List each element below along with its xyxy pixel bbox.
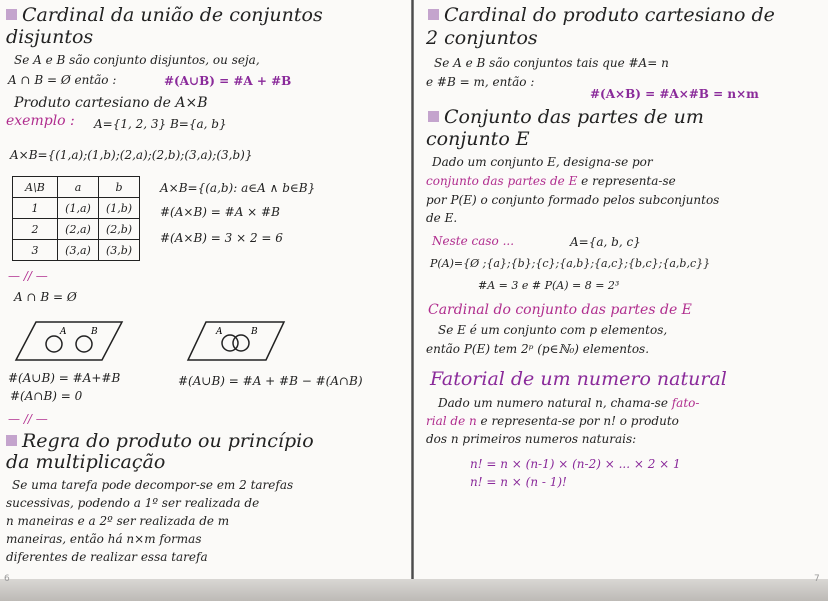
venn-set-b-circle — [233, 335, 249, 351]
case-set: A={a, b, c} — [570, 235, 641, 249]
axb-definition: A×B={(a,b): a∈A ∧ b∈B} — [160, 181, 316, 195]
heading-bullet-icon — [6, 9, 17, 20]
separator: — // — — [8, 412, 48, 426]
right-heading-line1: Cardinal do produto cartesiano de — [428, 6, 775, 25]
table-cell: (3,b) — [99, 240, 140, 261]
union-then-text: A ∩ B = Ø então : — [8, 73, 117, 87]
factorial-heading: Fatorial de um numero natural — [430, 368, 727, 390]
left-page-number: 6 — [4, 574, 10, 584]
right-heading-line2: 2 conjuntos — [426, 27, 538, 49]
axb-cardinal-formula: #(A×B) = #A × #B — [160, 205, 280, 219]
factorial-recursive-formula: n! = n × (n - 1)! — [470, 475, 567, 489]
venn-overlap-diagram — [186, 318, 286, 364]
union-condition-text: Se A e B são conjunto disjuntos, ou seja, — [14, 53, 260, 67]
table-cell: 3 — [13, 240, 58, 261]
table-cell: (1,b) — [99, 198, 140, 219]
parts-paragraph-line: conjunto das partes de E e representa-se — [426, 174, 676, 188]
factorial-paragraph-line: dos n primeiros numeros naturais: — [426, 432, 637, 446]
intersection-empty-text: A ∩ B = Ø — [14, 290, 77, 304]
venn-label-a: A — [216, 327, 223, 337]
separator: — // — — [8, 269, 48, 283]
table-cell: 2 — [13, 219, 58, 240]
multiplication-paragraph-line: n maneiras e a 2º ser realizada de m — [6, 514, 230, 528]
product-then-text: e #B = m, então : — [426, 75, 535, 89]
heading-bullet-icon — [6, 435, 17, 446]
table-row — [13, 198, 140, 219]
factorial-formula: n! = n × (n-1) × (n-2) × ... × 2 × 1 — [470, 457, 681, 471]
table-header-cell: b — [99, 177, 140, 198]
table-header-row — [13, 177, 140, 198]
product-formula: #(A×B) = #A×#B = n×m — [590, 87, 759, 101]
parts-cardinal-line: Se E é um conjunto com p elementos, — [438, 323, 668, 337]
left-heading-line2: disjuntos — [6, 26, 94, 48]
parts-cardinal-heading: Cardinal do conjunto das partes de E — [428, 302, 692, 318]
venn-label-b: B — [91, 327, 98, 337]
axb-enumeration: A×B={(1,a);(1,b);(2,a);(2,b);(3,a);(3,b)} — [10, 148, 253, 162]
multiplication-paragraph-line: maneiras, então há n×m formas — [6, 532, 202, 546]
factorial-paragraph-line: rial de n e representa-se por n! o produto — [426, 414, 679, 428]
heading-bullet-icon — [428, 9, 439, 20]
multiplication-heading-line1: Regra do produto ou princípio — [6, 432, 314, 451]
general-union-formula: #(A∪B) = #A + #B − #(A∩B) — [178, 374, 363, 388]
venn-label-a: A — [60, 327, 67, 337]
right-page-number: 7 — [814, 574, 820, 584]
table-row — [13, 240, 140, 261]
parts-cardinal-line: então P(E) tem 2ᵖ (p∈ℕ₀) elementos. — [426, 342, 650, 356]
table-cell: 1 — [13, 198, 58, 219]
table-cell: (2,a) — [58, 219, 99, 240]
multiplication-paragraph-line: Se uma tarefa pode decompor-se em 2 tarefas — [12, 478, 294, 492]
table-header-cell: A\B — [13, 177, 58, 198]
venn-set-a-circle — [46, 336, 62, 352]
table-header-cell: a — [58, 177, 99, 198]
notebook-bottom-edge — [0, 579, 828, 601]
venn-set-b-circle — [76, 336, 92, 352]
cartesian-product-table — [12, 176, 140, 261]
product-intro-text: Produto cartesiano de A×B — [14, 95, 208, 111]
notebook-spine — [411, 0, 414, 579]
disjoint-intersection-formula: #(A∩B) = 0 — [10, 389, 83, 403]
parts-paragraph-line: Dado um conjunto E, designa-se por — [432, 155, 653, 169]
venn-disjoint-diagram — [14, 318, 124, 364]
example-sets: A={1, 2, 3} B={a, b} — [94, 117, 227, 131]
table-row — [13, 219, 140, 240]
venn-label-b: B — [251, 327, 258, 337]
table-cell: (3,a) — [58, 240, 99, 261]
venn-universe-shape — [16, 322, 122, 360]
parts-heading-line1: Conjunto das partes de um — [428, 108, 704, 127]
multiplication-paragraph-line: diferentes de realizar essa tarefa — [6, 550, 208, 564]
disjoint-union-formula: #(A∪B) = #A+#B — [8, 371, 121, 385]
venn-universe-shape — [188, 322, 284, 360]
left-heading-line1: Cardinal da união de conjuntos — [6, 6, 323, 25]
parts-paragraph-line: de E. — [426, 211, 458, 225]
union-formula: #(A∪B) = #A + #B — [164, 74, 292, 88]
parts-heading-line2: conjunto E — [426, 128, 530, 150]
multiplication-heading-line2: da multiplicação — [6, 451, 166, 473]
parts-cardinal-example: #A = 3 e # P(A) = 8 = 2³ — [478, 279, 620, 292]
case-label: Neste caso ... — [432, 234, 515, 248]
multiplication-paragraph-line: sucessivas, podendo a 1º ser realizada de — [6, 496, 260, 510]
example-label: exemplo : — [6, 113, 75, 129]
axb-cardinal-example: #(A×B) = 3 × 2 = 6 — [160, 231, 283, 245]
parts-set-enumeration: P(A)={Ø ;{a};{b};{c};{a,b};{a,c};{b,c};{a,b,c}} — [430, 257, 711, 270]
factorial-paragraph-line: Dado um numero natural n, chama-se fato- — [438, 396, 700, 410]
parts-paragraph-line: por P(E) o conjunto formado pelos subconjuntos — [426, 193, 720, 207]
product-condition-text: Se A e B são conjuntos tais que #A= n — [434, 56, 669, 70]
table-cell: (2,b) — [99, 219, 140, 240]
heading-bullet-icon — [428, 111, 439, 122]
table-cell: (1,a) — [58, 198, 99, 219]
